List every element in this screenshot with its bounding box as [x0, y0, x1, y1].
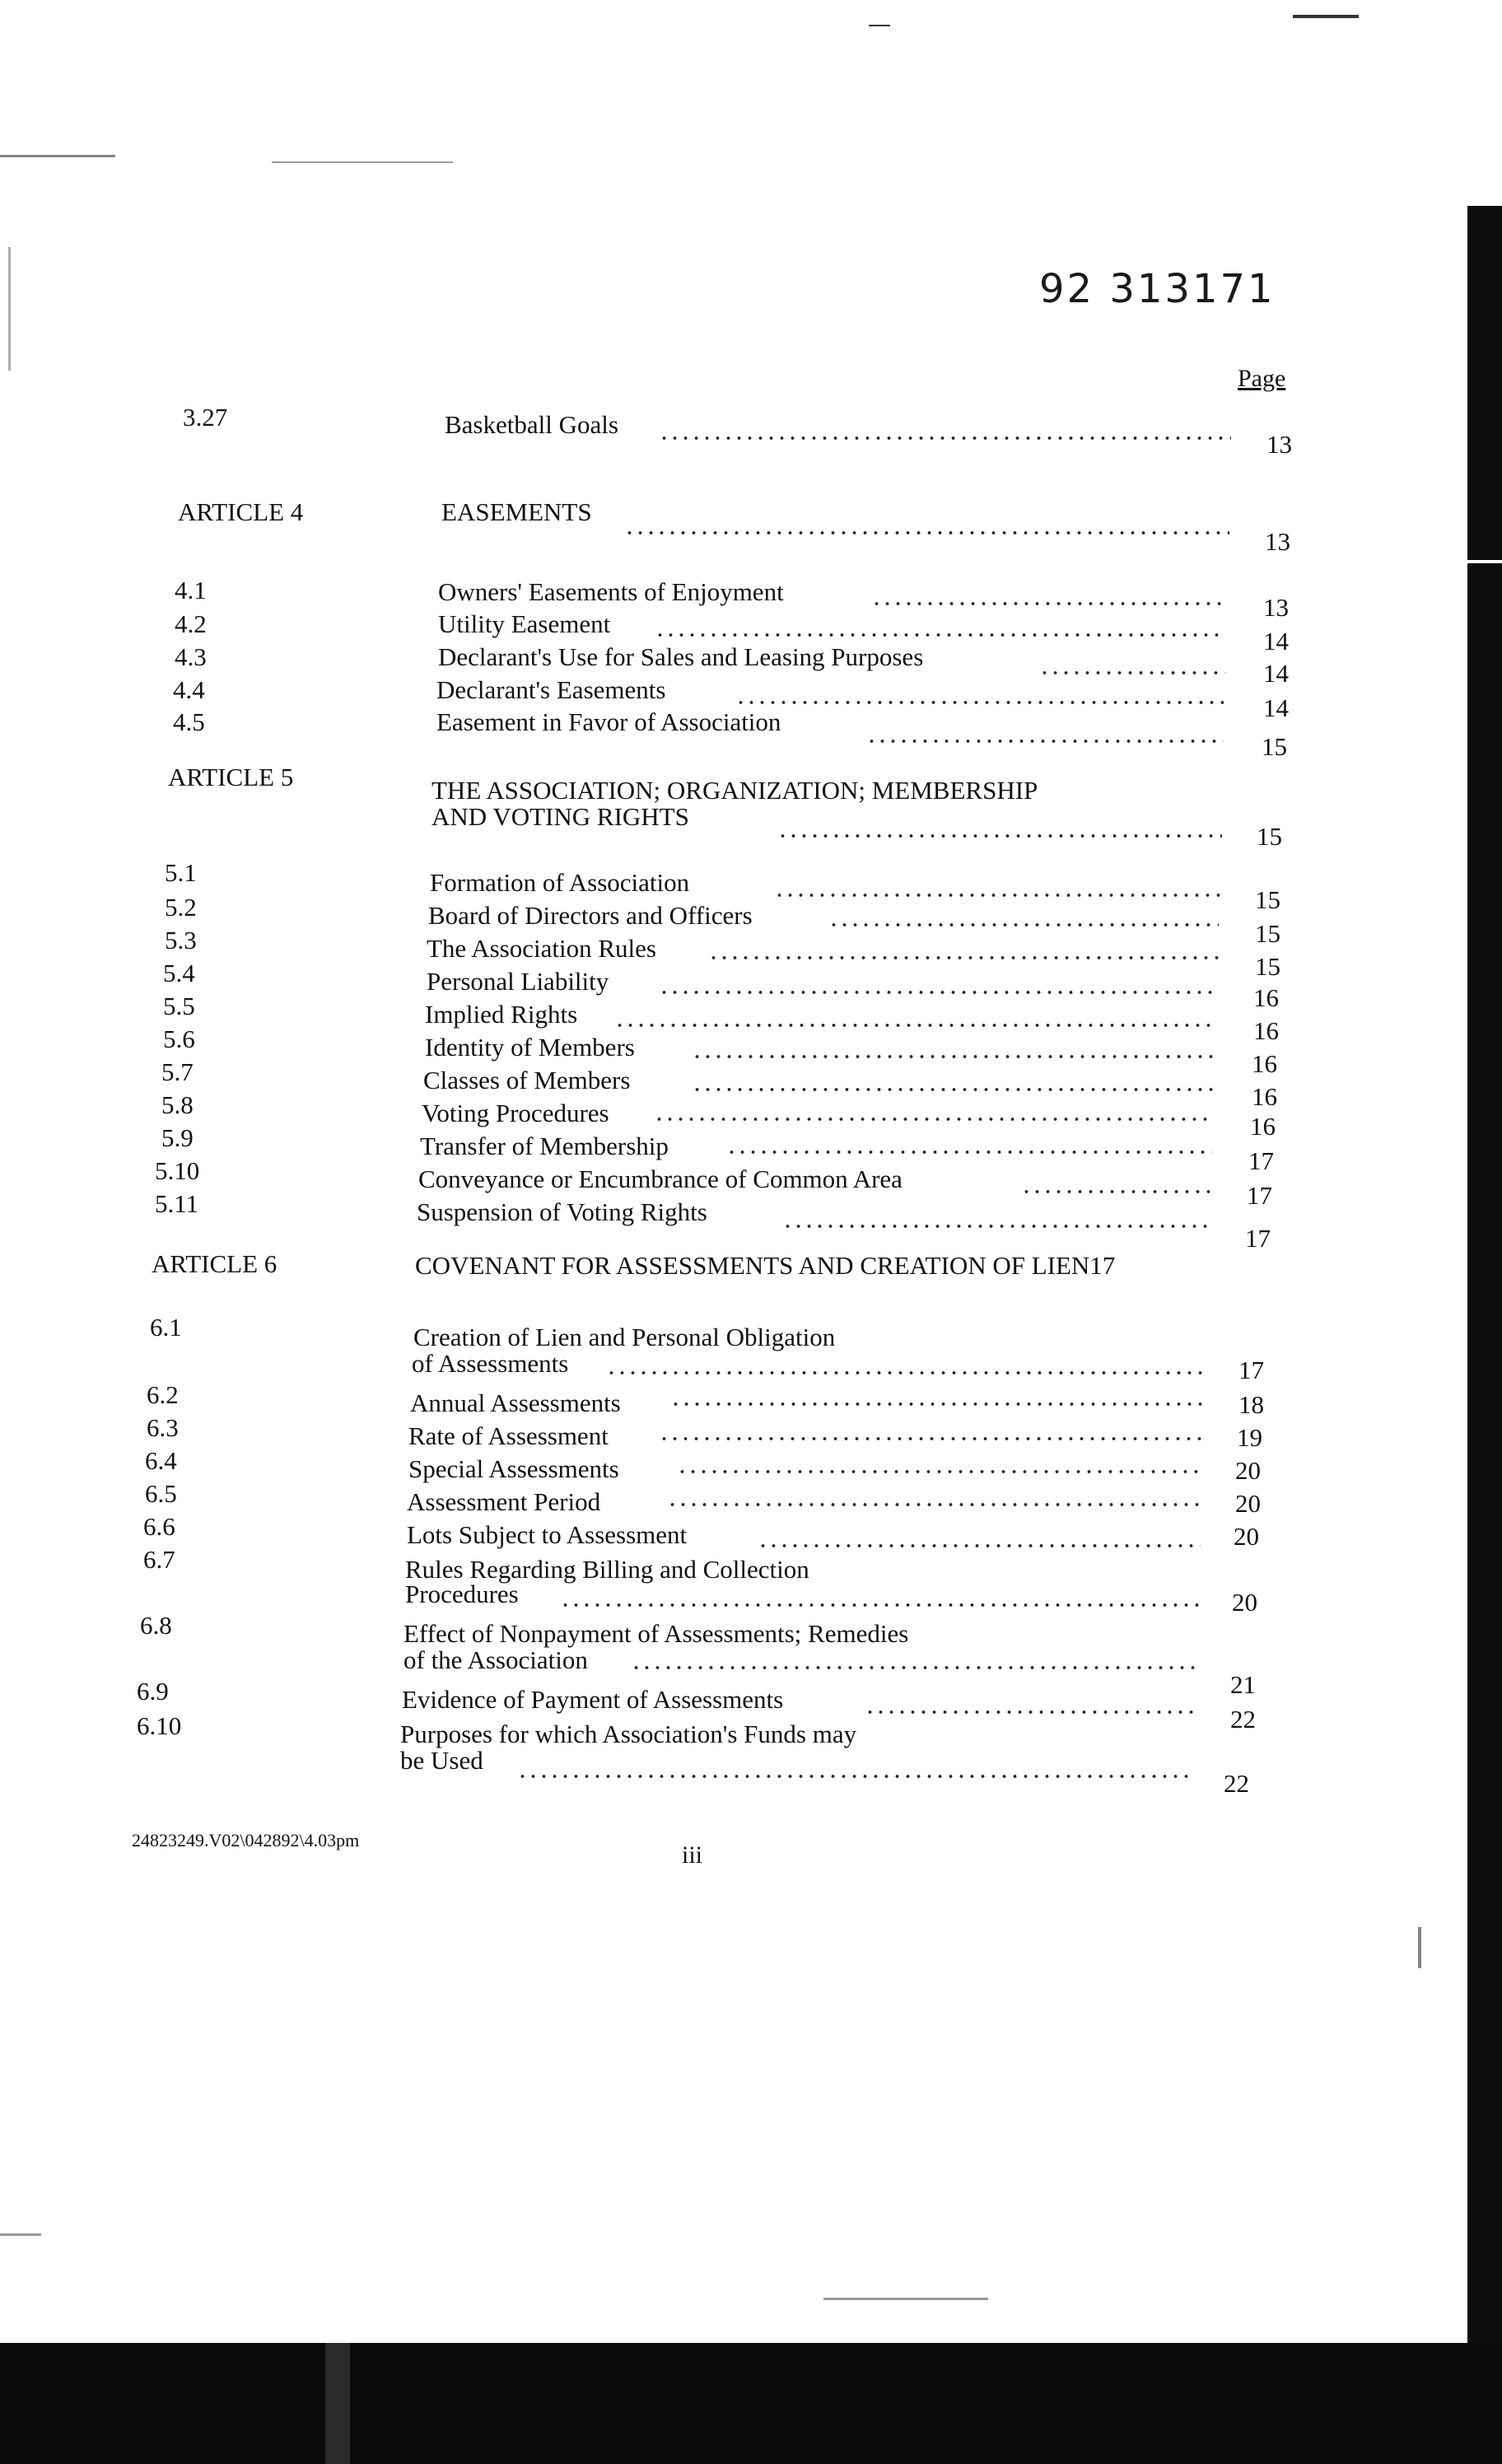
toc-row [0, 1311, 1318, 1384]
toc-page: 21 [1230, 1670, 1256, 1699]
toc-title: Declarant's Use for Sales and Leasing Purposes [438, 642, 924, 671]
scan-speck [0, 2233, 41, 2236]
toc-title: Transfer of Membership [420, 1132, 669, 1160]
scan-speck [8, 247, 11, 371]
toc-number: 4.1 [175, 576, 207, 604]
toc-page: 17 [1248, 1146, 1274, 1175]
toc-number: ARTICLE 6 [152, 1249, 278, 1278]
toc-title-continued: Procedures [405, 1580, 519, 1608]
toc-page: 20 [1232, 1588, 1257, 1617]
toc-title-continued: of the Association [403, 1645, 588, 1674]
toc-number: 5.2 [165, 893, 197, 922]
dot-leader [655, 632, 1225, 637]
scan-speck [272, 161, 453, 163]
toc-number: 5.4 [163, 959, 195, 987]
toc-title: Suspension of Voting Rights [417, 1197, 707, 1226]
toc-row [0, 1379, 1318, 1419]
toc-title: Assessment Period [407, 1487, 601, 1516]
toc-page: 16 [1253, 983, 1279, 1012]
toc-row [0, 401, 1318, 459]
toc-number: 5.1 [165, 858, 197, 887]
scan-speck [0, 155, 115, 157]
toc-title: Purposes for which Association's Funds may [400, 1720, 857, 1748]
toc-page: 15 [1255, 952, 1280, 981]
dot-leader [670, 1402, 1204, 1407]
dot-leader [560, 1603, 1199, 1608]
toc-title: COVENANT FOR ASSESSMENTS AND CREATION OF LIEN17 [415, 1251, 1116, 1280]
toc-row [0, 1188, 1318, 1253]
toc-row [0, 574, 1318, 622]
toc-number: 5.8 [161, 1090, 194, 1119]
dot-leader [677, 1469, 1202, 1474]
scan-speck [1418, 1927, 1421, 1968]
toc-page: 19 [1237, 1423, 1262, 1452]
dot-leader [624, 530, 1229, 535]
toc-row [0, 608, 1318, 656]
toc-row [0, 706, 1318, 761]
toc-title: Formation of Association [430, 868, 690, 897]
toc-title: Owners' Easements of Enjoyment [438, 577, 784, 606]
toc-row [0, 1510, 1318, 1551]
toc-number: 6.10 [137, 1711, 182, 1740]
toc-number: 6.4 [145, 1446, 177, 1475]
toc-page: 20 [1234, 1522, 1259, 1551]
dot-leader [871, 601, 1225, 606]
toc-number: 6.8 [140, 1611, 172, 1640]
toc-title: Classes of Members [423, 1066, 631, 1094]
dot-leader [866, 739, 1224, 744]
toc-title: Utility Easement [438, 609, 611, 638]
footer-page-number: iii [682, 1841, 703, 1869]
toc-row [0, 1248, 1318, 1281]
toc-page: 22 [1230, 1705, 1256, 1734]
scan-speck [1467, 560, 1502, 563]
toc-title-continued: of Assessments [412, 1349, 569, 1378]
toc-title: Declarant's Easements [436, 675, 666, 704]
toc-title: Personal Liability [427, 967, 609, 996]
toc-row [0, 761, 1318, 851]
toc-page: 13 [1266, 430, 1292, 459]
toc-page: 20 [1235, 1456, 1261, 1485]
toc-number: 5.5 [163, 992, 195, 1020]
toc-title: Board of Directors and Officers [428, 901, 753, 930]
toc-title: THE ASSOCIATION; ORGANIZATION; MEMBERSHIP [431, 776, 1038, 805]
toc-title-continued: be Used [400, 1746, 483, 1775]
toc-row [0, 1444, 1318, 1485]
toc-page: 22 [1224, 1769, 1249, 1798]
toc-page: 13 [1265, 527, 1290, 556]
toc-title: Evidence of Payment of Assessments [402, 1685, 784, 1714]
toc-number: 5.10 [155, 1156, 200, 1185]
toc-row [0, 1710, 1318, 1798]
toc-number: 6.5 [145, 1479, 177, 1508]
toc-page: 17 [1238, 1356, 1264, 1384]
toc-number: ARTICLE 4 [178, 497, 304, 526]
toc-title-continued: AND VOTING RIGHTS [431, 802, 689, 831]
toc-title: EASEMENTS [441, 497, 592, 526]
toc-number: 4.2 [175, 609, 207, 638]
dot-leader [777, 833, 1222, 838]
toc-page: 15 [1262, 732, 1287, 761]
toc-number: 6.6 [143, 1512, 175, 1541]
toc-page: 18 [1238, 1390, 1264, 1419]
toc-title: Easement in Favor of Association [436, 707, 781, 736]
footer-document-id: 24823249.V02\042892\4.03pm [132, 1830, 360, 1850]
toc-number: 4.5 [173, 707, 205, 736]
toc-page: 14 [1263, 693, 1289, 722]
toc-title: Identity of Members [425, 1033, 635, 1062]
toc-title: The Association Rules [427, 934, 656, 963]
page-column-header: Page [1238, 365, 1286, 392]
toc-number: 6.2 [147, 1380, 179, 1409]
dot-leader [659, 436, 1231, 441]
dot-leader [659, 1436, 1204, 1441]
toc-title: Annual Assessments [410, 1388, 621, 1417]
toc-page: 16 [1250, 1112, 1276, 1141]
toc-page: 20 [1235, 1489, 1261, 1518]
toc-number: ARTICLE 5 [168, 763, 294, 791]
dot-leader [735, 700, 1224, 705]
toc-row [0, 496, 1318, 556]
toc-number: 5.3 [165, 926, 197, 954]
toc-number: 5.6 [163, 1024, 195, 1053]
scan-edge-notch [325, 2343, 350, 2464]
scan-speck [1293, 15, 1359, 18]
dot-leader [631, 1665, 1197, 1670]
toc-page: 17 [1247, 1181, 1272, 1210]
scan-speck [869, 25, 890, 26]
toc-number: 6.1 [150, 1313, 182, 1342]
toc-page: 16 [1252, 1049, 1277, 1078]
toc-number: 6.9 [137, 1677, 169, 1706]
scan-edge-right [1467, 206, 1502, 2347]
toc-row [0, 1543, 1318, 1617]
toc-title: Conveyance or Encumbrance of Common Area [418, 1164, 903, 1193]
toc-page: 16 [1253, 1016, 1279, 1045]
toc-page: 14 [1263, 659, 1289, 688]
toc-title: Creation of Lien and Personal Obligation [413, 1323, 836, 1351]
toc-page: 13 [1263, 593, 1289, 622]
toc-number: 5.7 [161, 1057, 194, 1086]
toc-title: Voting Procedures [422, 1099, 609, 1127]
dot-leader [517, 1774, 1194, 1779]
toc-number: 6.7 [143, 1545, 175, 1574]
toc-number: 5.9 [161, 1123, 194, 1152]
toc-number: 6.3 [147, 1413, 179, 1442]
dot-leader [667, 1502, 1201, 1507]
toc-title: Implied Rights [425, 1000, 578, 1029]
toc-page: 16 [1252, 1082, 1277, 1111]
toc-number: 4.3 [175, 642, 207, 671]
toc-number: 3.27 [183, 403, 228, 432]
document-number: 92 313171 [1039, 266, 1276, 312]
toc-page: 15 [1255, 885, 1280, 914]
toc-title: Lots Subject to Assessment [407, 1520, 688, 1549]
dot-leader [782, 1224, 1209, 1229]
toc-number: 5.11 [155, 1189, 199, 1218]
scan-speck [823, 2298, 988, 2300]
toc-page: 17 [1245, 1224, 1271, 1253]
toc-title: Effect of Nonpayment of Assessments; Remedies [403, 1619, 909, 1648]
toc-title: Rules Regarding Billing and Collection [405, 1555, 809, 1584]
toc-title: Rate of Assessment [408, 1421, 609, 1450]
toc-row [0, 641, 1318, 688]
toc-title: Special Assessments [408, 1454, 619, 1483]
toc-page: 14 [1263, 627, 1289, 656]
dot-leader [606, 1370, 1206, 1375]
toc-page: 15 [1255, 919, 1280, 948]
toc-number: 4.4 [173, 675, 205, 704]
scan-edge-bottom [0, 2343, 1502, 2464]
toc-page: 15 [1257, 822, 1282, 851]
toc-title: Basketball Goals [445, 410, 618, 439]
toc-row [0, 1412, 1318, 1452]
toc-row [0, 1477, 1318, 1518]
